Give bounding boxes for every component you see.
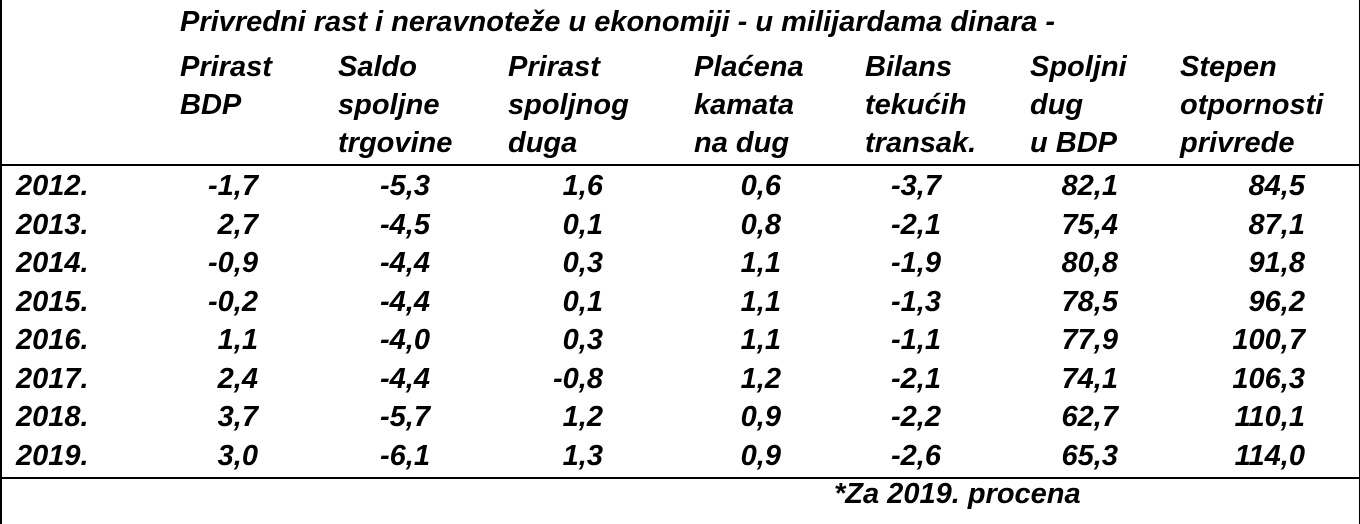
table-cell-prirast-bdp: 3,7 <box>217 401 258 433</box>
table-cell-prirast-spoljnog-duga: 1,6 <box>562 170 603 202</box>
row-year-label: 2013. <box>16 209 89 241</box>
column-header-placena-kamata <box>694 48 804 162</box>
table-cell-saldo-spoljne-trgovine: -4,5 <box>380 209 430 241</box>
table-cell-bilans-tekucih-transakcija: -2,2 <box>891 401 941 433</box>
column-header-line: Stepen <box>1180 51 1277 83</box>
column-header-line: privrede <box>1180 127 1295 159</box>
table-cell-spoljni-dug-u-bdp: 82,1 <box>1061 170 1118 202</box>
table-cell-placena-kamata: 0,9 <box>740 401 781 433</box>
column-header-bilans-tekucih-transakcija <box>865 48 976 162</box>
table-cell-stepen-otpornosti: 87,1 <box>1248 209 1305 241</box>
table-cell-prirast-bdp: 1,1 <box>217 324 258 356</box>
column-header-line: kamata <box>694 89 794 121</box>
table-cell-prirast-spoljnog-duga: 1,3 <box>562 440 603 472</box>
table-cell-stepen-otpornosti: 100,7 <box>1232 324 1305 356</box>
column-header-spoljni-dug-u-bdp <box>1030 48 1127 162</box>
column-header-line: spoljne <box>338 89 440 121</box>
table-cell-spoljni-dug-u-bdp: 75,4 <box>1061 209 1118 241</box>
table-cell-prirast-spoljnog-duga: 1,2 <box>562 401 603 433</box>
table-cell-bilans-tekucih-transakcija: -2,1 <box>891 209 941 241</box>
table-cell-bilans-tekucih-transakcija: -1,9 <box>891 247 941 279</box>
column-header-line: Saldo <box>338 51 417 83</box>
table-cell-stepen-otpornosti: 91,8 <box>1248 247 1305 279</box>
column-header-line: na dug <box>694 127 790 159</box>
column-header-line: spoljnog <box>508 89 629 121</box>
table-cell-spoljni-dug-u-bdp: 78,5 <box>1061 286 1118 318</box>
table-cell-saldo-spoljne-trgovine: -5,7 <box>380 401 430 433</box>
table-cell-bilans-tekucih-transakcija: -3,7 <box>891 170 941 202</box>
left-border <box>0 0 2 524</box>
column-header-line: u BDP <box>1030 127 1117 159</box>
row-year-label: 2016. <box>16 324 89 356</box>
table-cell-placena-kamata: 0,9 <box>740 440 781 472</box>
column-header-stepen-otpornosti <box>1180 48 1323 162</box>
column-header-line: BDP <box>180 89 242 121</box>
table-cell-prirast-spoljnog-duga: 0,3 <box>562 324 603 356</box>
footer-divider <box>0 477 1360 479</box>
table-cell-saldo-spoljne-trgovine: -4,4 <box>380 363 430 395</box>
table-cell-spoljni-dug-u-bdp: 80,8 <box>1061 247 1118 279</box>
table-cell-placena-kamata: 1,1 <box>740 247 781 279</box>
table-cell-stepen-otpornosti: 114,0 <box>1234 440 1305 472</box>
column-header-line: tekućih <box>865 89 967 121</box>
table-cell-placena-kamata: 1,1 <box>740 286 781 318</box>
table-cell-spoljni-dug-u-bdp: 65,3 <box>1061 440 1118 472</box>
table-cell-prirast-bdp: 3,0 <box>217 440 258 472</box>
table-cell-spoljni-dug-u-bdp: 74,1 <box>1061 363 1118 395</box>
table-cell-saldo-spoljne-trgovine: -5,3 <box>380 170 430 202</box>
table-cell-placena-kamata: 0,6 <box>740 170 781 202</box>
table-cell-prirast-bdp: 2,7 <box>217 209 258 241</box>
row-year-label: 2017. <box>16 363 89 395</box>
table-cell-spoljni-dug-u-bdp: 62,7 <box>1061 401 1118 433</box>
footnote: *Za 2019. procena <box>834 478 1081 510</box>
column-header-line: dug <box>1030 89 1084 121</box>
column-header-line: Spoljni <box>1030 51 1127 83</box>
column-header-line: otpornosti <box>1180 89 1324 121</box>
column-header-saldo-spoljne-trgovine <box>338 48 452 162</box>
table-cell-bilans-tekucih-transakcija: -2,6 <box>891 440 941 472</box>
table-cell-prirast-bdp: -1,7 <box>208 170 258 202</box>
row-year-label: 2018. <box>16 401 89 433</box>
column-header-line: Plaćena <box>694 51 804 83</box>
table-cell-prirast-spoljnog-duga: 0,1 <box>562 209 603 241</box>
table-cell-prirast-bdp: -0,2 <box>208 286 258 318</box>
row-year-label: 2015. <box>16 286 89 318</box>
table-cell-spoljni-dug-u-bdp: 77,9 <box>1061 324 1118 356</box>
table-cell-saldo-spoljne-trgovine: -4,4 <box>380 286 430 318</box>
row-year-label: 2019. <box>16 440 89 472</box>
column-header-line: duga <box>508 127 578 159</box>
table-cell-stepen-otpornosti: 110,1 <box>1234 401 1305 433</box>
table-cell-saldo-spoljne-trgovine: -6,1 <box>380 440 430 472</box>
column-header-line: Bilans <box>865 51 953 83</box>
table-cell-bilans-tekucih-transakcija: -1,3 <box>891 286 941 318</box>
table-cell-stepen-otpornosti: 96,2 <box>1248 286 1305 318</box>
column-header-prirast-spoljnog-duga <box>508 48 629 162</box>
table-cell-stepen-otpornosti: 84,5 <box>1248 170 1305 202</box>
table-cell-placena-kamata: 1,2 <box>740 363 781 395</box>
column-header-line: transak. <box>865 127 977 159</box>
table-cell-prirast-bdp: 2,4 <box>217 363 258 395</box>
table-cell-prirast-bdp: -0,9 <box>208 247 258 279</box>
table-cell-bilans-tekucih-transakcija: -1,1 <box>891 324 941 356</box>
table-cell-prirast-spoljnog-duga: 0,3 <box>562 247 603 279</box>
table-cell-placena-kamata: 1,1 <box>740 324 781 356</box>
row-year-label: 2012. <box>16 170 89 202</box>
table-cell-placena-kamata: 0,8 <box>740 209 781 241</box>
table-cell-saldo-spoljne-trgovine: -4,0 <box>380 324 430 356</box>
column-header-line: Prirast <box>508 51 600 83</box>
column-header-prirast-bdp <box>180 48 272 124</box>
table-title: Privredni rast i neravnoteže u ekonomiji - u milijardama dinara - <box>180 6 1056 38</box>
table-cell-saldo-spoljne-trgovine: -4,4 <box>380 247 430 279</box>
column-header-line: trgovine <box>338 127 453 159</box>
row-year-label: 2014. <box>16 247 89 279</box>
column-header-line: Prirast <box>180 51 272 83</box>
table-cell-prirast-spoljnog-duga: -0,8 <box>553 363 603 395</box>
table-cell-bilans-tekucih-transakcija: -2,1 <box>891 363 941 395</box>
header-divider <box>0 164 1360 166</box>
table-cell-prirast-spoljnog-duga: 0,1 <box>562 286 603 318</box>
table-cell-stepen-otpornosti: 106,3 <box>1232 363 1305 395</box>
